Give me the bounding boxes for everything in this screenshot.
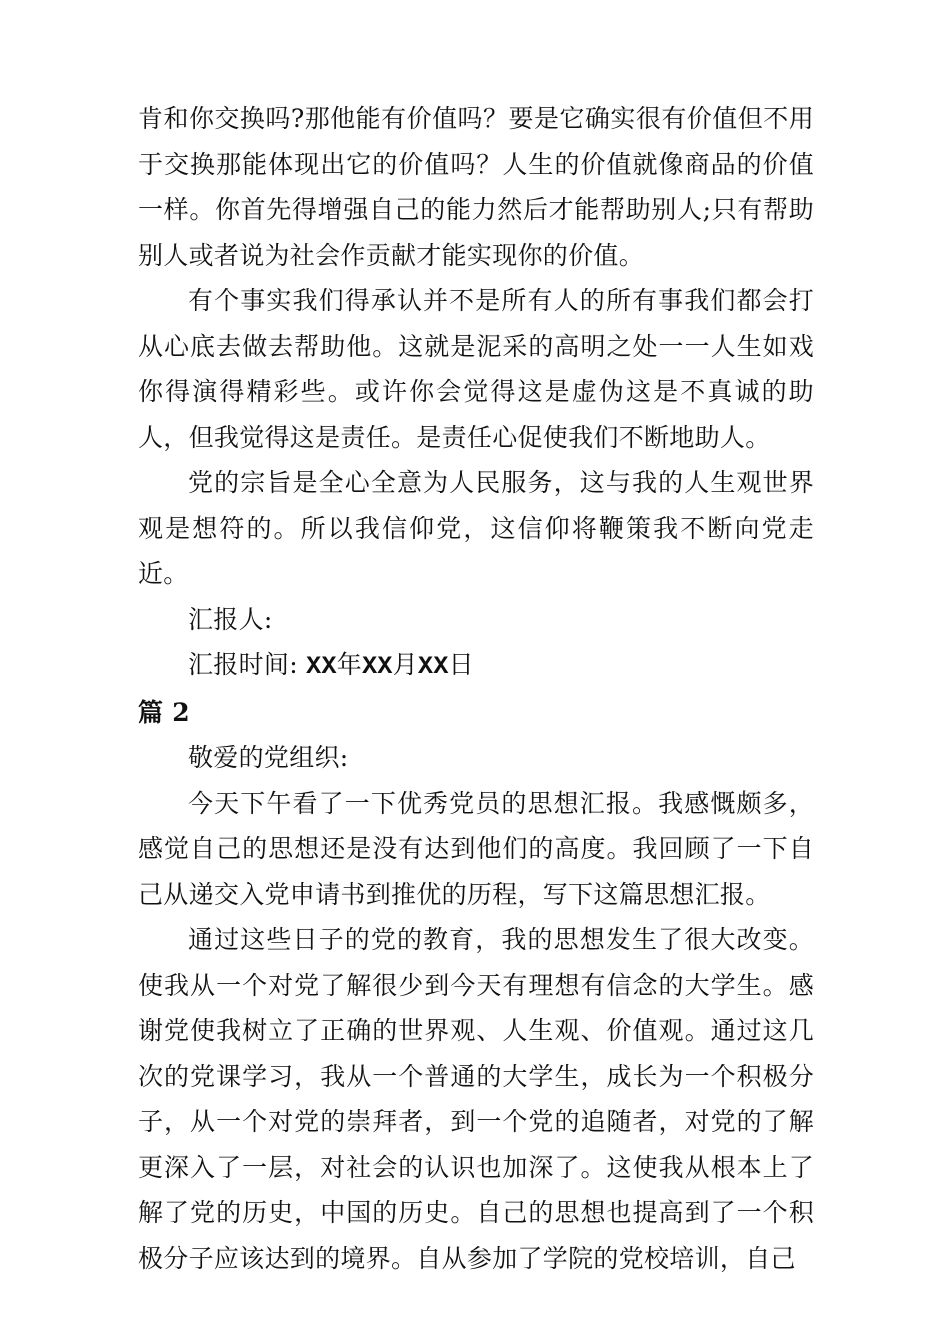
- report-month-unit: 月: [392, 650, 419, 679]
- paragraph-education-change: 通过这些日子的党的教育，我的思想发生了很大改变。使我从一个对党了解很少到今天有理想有信念的大学生。感谢党使我树立了正确的世界观、人生观、价值观。通过这几次的党课学习，我从一个普通的大学生，成长为一个积极分子，从一个对党的崇拜者，到一个党的追随者，对党的了解更深入了一层，对社会的认识也加深了。这使我从根本上了解了党的历史，中国的历史。自己的思想也提高到了一个积极分子应该达到的境界。自从参加了学院的党校培训，自己: [138, 925, 814, 1273]
- paragraph-party-purpose: 党的宗旨是全心全意为人民服务，这与我的人生观世界观是想符的。所以我信仰党，这信仰将鞭策我不断向党走近。: [138, 468, 814, 588]
- report-day: XX: [418, 652, 449, 681]
- paragraph-responsibility: 有个事实我们得承认并不是所有人的所有事我们都会打从心底去做去帮助他。这就是泥采的高明之处一一人生如戏你得演得精彩些。或许你会觉得这是虚伪这是不真诚的助人，但我觉得这是责任。是责任心促使我们不断地助人。: [138, 286, 814, 452]
- report-year: XX: [306, 652, 337, 681]
- report-time-label: 汇报时间:: [188, 650, 307, 679]
- report-time-line: [138, 642, 814, 690]
- document-body: [138, 96, 814, 1281]
- report-year-unit: 年: [336, 650, 363, 679]
- salutation: 敬爱的党组织:: [188, 743, 349, 772]
- report-day-unit: 日: [448, 650, 474, 679]
- reporter-line: 汇报人:: [188, 604, 273, 634]
- paragraph-value-of-life: 肯和你交换吗?那他能有价值吗？要是它确实很有价值但不用于交换那能体现出它的价值吗？人生的价值就像商品的价值一样。你首先得增强自己的能力然后才能帮助别人;只有帮助别人或者说为社会作贡献才能实现你的价值。: [138, 104, 814, 270]
- paragraph-report-intro: 今天下午看了一下优秀党员的思想汇报。我感慨颇多，感觉自己的思想还是没有达到他们的高度。我回顾了一下自己从递交入党申请书到推优的历程，写下这篇思想汇报。: [138, 788, 814, 909]
- section-heading: 篇 2: [138, 697, 190, 727]
- report-month: XX: [362, 652, 393, 681]
